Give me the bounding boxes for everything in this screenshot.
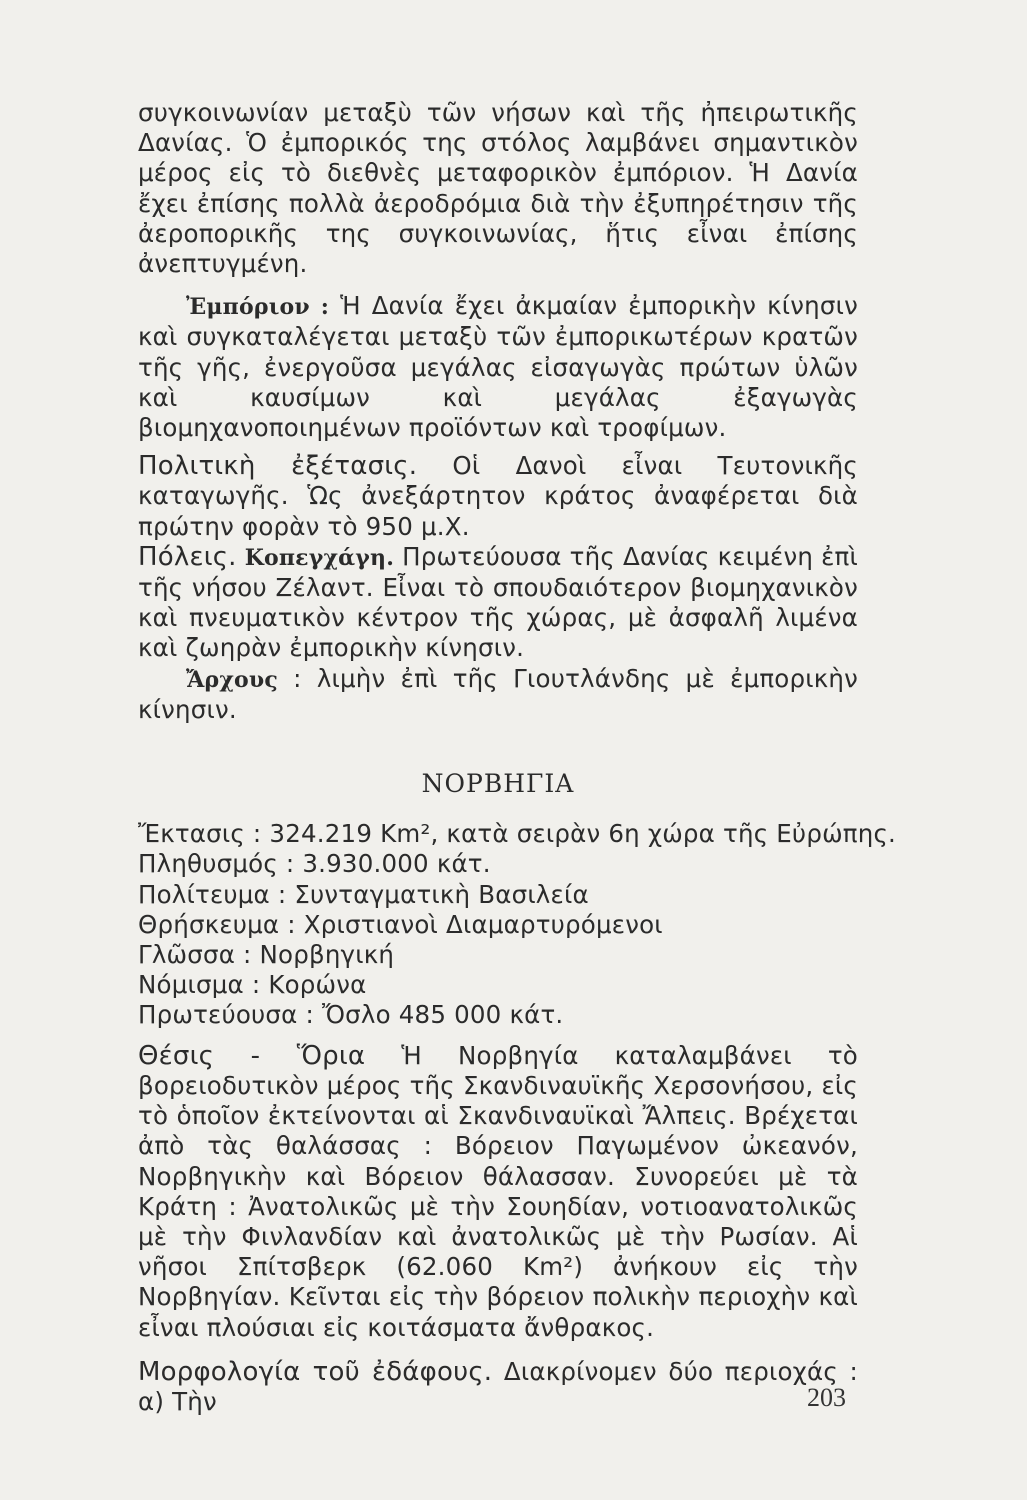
section-title: ΝΟΡΒΗΓΙΑ [421, 769, 575, 799]
fact-item: Πρωτεύουσα : Ὄσλο 485 000 κάτ. [138, 1000, 564, 1030]
position-heading: Θέσις - Ὅρια [138, 1040, 366, 1071]
copenhagen-heading: Κοπεγχάγη. [244, 544, 395, 571]
page-text [138, 98, 897, 1417]
morphology-text: Διακρίνομεν δύο περιοχάς : α) Τὴν [138, 1356, 859, 1416]
fact-item: Ἔκτασις : 324.219 Km², κατὰ σειρὰν 6η χώρα τῆς Εὐρώπης. [138, 819, 897, 849]
copenhagen-text: Πρωτεύουσα τῆς Δανίας κειμένη ἐπὶ τῆς νήσου Ζέλαντ. Εἶναι τὸ σπουδαιότερον βιομηχανικὸν καὶ πνευματικὸν κέντρον τῆς χώρας, μὲ ἀσφαλῆ λιμένα καὶ ζωηρὰν ἐμπορικὴν κίνησιν. [138, 541, 858, 663]
political-text: Οἱ Δανοὶ εἶναι Τευτονικῆς καταγωγῆς. Ὡς ἀνεξάρτητον κράτος ἀναφέρεται διὰ πρώτην φορὰν τὸ 950 μ.Χ. [138, 451, 858, 541]
arhus-heading: Ἄρχους [186, 666, 278, 693]
cities-heading: Πόλεις. [138, 541, 237, 572]
facts-list [138, 819, 897, 1030]
fact-item: Πληθυσμός : 3.930.000 κάτ. [138, 849, 491, 879]
political-paragraph [138, 451, 858, 542]
arhus-paragraph [138, 664, 858, 725]
commerce-heading: Ἐμπόριον : [186, 294, 330, 321]
fact-item: Πολίτευμα : Συνταγματικὴ Βασιλεία [138, 879, 589, 909]
morphology-heading: Μορφολογία τοῦ ἐδάφους. [138, 1356, 493, 1387]
fact-item: Γλῶσσα : Νορβηγική [138, 940, 395, 970]
cities-paragraph [138, 542, 858, 664]
arhus-text: : λιμὴν ἐπὶ τῆς Γιουτλάνδης μὲ ἐμπορικὴν κίνησιν. [138, 663, 858, 724]
position-paragraph [138, 1041, 858, 1343]
fact-item: Θρήσκευμα : Χριστιανοὶ Διαμαρτυρόμενοι [138, 909, 663, 939]
fact-item: Νόμισμα : Κορώνα [138, 970, 367, 1000]
page-number: 203 [807, 1383, 846, 1412]
intro-paragraph: συγκοινωνίαν μεταξὺ τῶν νήσων καὶ τῆς ἠπειρωτικῆς Δανίας. Ὁ ἐμπορικός της στόλος λαμβάνει σημαντικὸν μέρος εἰς τὸ διεθνὲς μεταφορικὸν ἐμπόριον. Ἡ Δανία ἔχει ἐπίσης πολλὰ ἀεροδρόμια διὰ τὴν ἐξυπηρέτησιν τῆς ἀεροπορικῆς της συγκοινωνίας, ἥτις εἶναι ἐπίσης ἀνεπτυγμένη. [138, 98, 858, 279]
commerce-text: Ἡ Δανία ἔχει ἀκμαίαν ἐμπορικὴν κίνησιν καὶ συγκαταλέγεται μεταξὺ τῶν ἐμπορικωτέρων κρατῶν τῆς γῆς, ἐνεργοῦσα μεγάλας εἰσαγωγὰς πρώτων ὑλῶν καὶ καυσίμων καὶ μεγάλας ἐξαγωγὰς βιομηχανοποιημένων προϊόντων καὶ τροφίμων. [138, 291, 858, 443]
commerce-paragraph [138, 291, 858, 443]
morphology-paragraph [138, 1357, 858, 1417]
position-text: Ἡ Νορβηγία καταλαμβάνει τὸ βορειοδυτικὸν μέρος τῆς Σκανδιναυϊκῆς Χερσονήσου, εἰς τὸ ὁποῖον ἐκτείνονται αἱ Σκανδιναυϊκαὶ Ἄλπεις. Βρέχεται ἀπὸ τὰς θαλάσσας : Βόρειον Παγωμένον ὠκεανόν, Νορβηγικὴν καὶ Βόρειον θάλασσαν. Συνορεύει μὲ τὰ Κράτη : Ἀνατολικῶς μὲ τὴν Σουηδίαν, νοτιοανατολικῶς μὲ τὴν Φινλανδίαν καὶ ἀνατολικῶς μὲ τὴν Ρωσίαν. Αἱ νῆσοι Σπίτσβερκ (62.060 Km²) ἀνήκουν εἰς τὴν Νορβηγίαν. Κεῖνται εἰς τὴν βόρειον πολικὴν περιοχὴν καὶ εἶναι πλούσιαι εἰς κοιτάσματα ἄνθρακος. [138, 1040, 858, 1342]
political-heading: Πολιτικὴ ἐξέτασις. [138, 451, 418, 482]
